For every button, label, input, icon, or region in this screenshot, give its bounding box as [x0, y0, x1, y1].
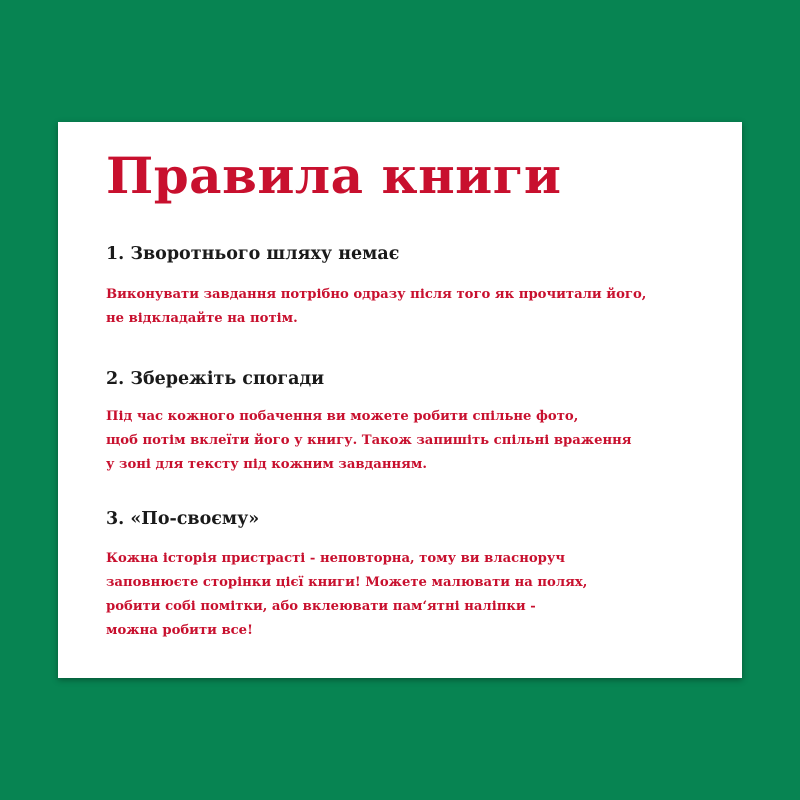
rule-heading: 1. Зворотнього шляху немає	[106, 244, 400, 264]
rule-item	[106, 367, 722, 477]
rule-item	[106, 242, 722, 331]
rule-item	[106, 507, 722, 643]
page-title: Правила книги	[106, 146, 562, 205]
rule-heading: 2. Збережіть спогади	[106, 369, 325, 389]
rule-heading: 3. «По-своєму»	[106, 509, 260, 529]
rule-description: Під час кожного побачення ви можете робити спільне фото, щоб потім вклеїти його у книгу. Також запишіть спільні враження у зоні для тексту під кожним завданням.	[106, 409, 632, 472]
rules-card	[58, 122, 742, 678]
rule-description: Виконувати завдання потрібно одразу після того як прочитали його, не відкладайте на потім.	[106, 287, 647, 326]
rule-description: Кожна історія пристрасті - неповторна, тому ви власноруч заповнюєте сторінки цієї книги! Можете малювати на полях, робити собі помітки, або вклеювати пам‘ятні наліпки - можна робити все!	[106, 551, 588, 638]
